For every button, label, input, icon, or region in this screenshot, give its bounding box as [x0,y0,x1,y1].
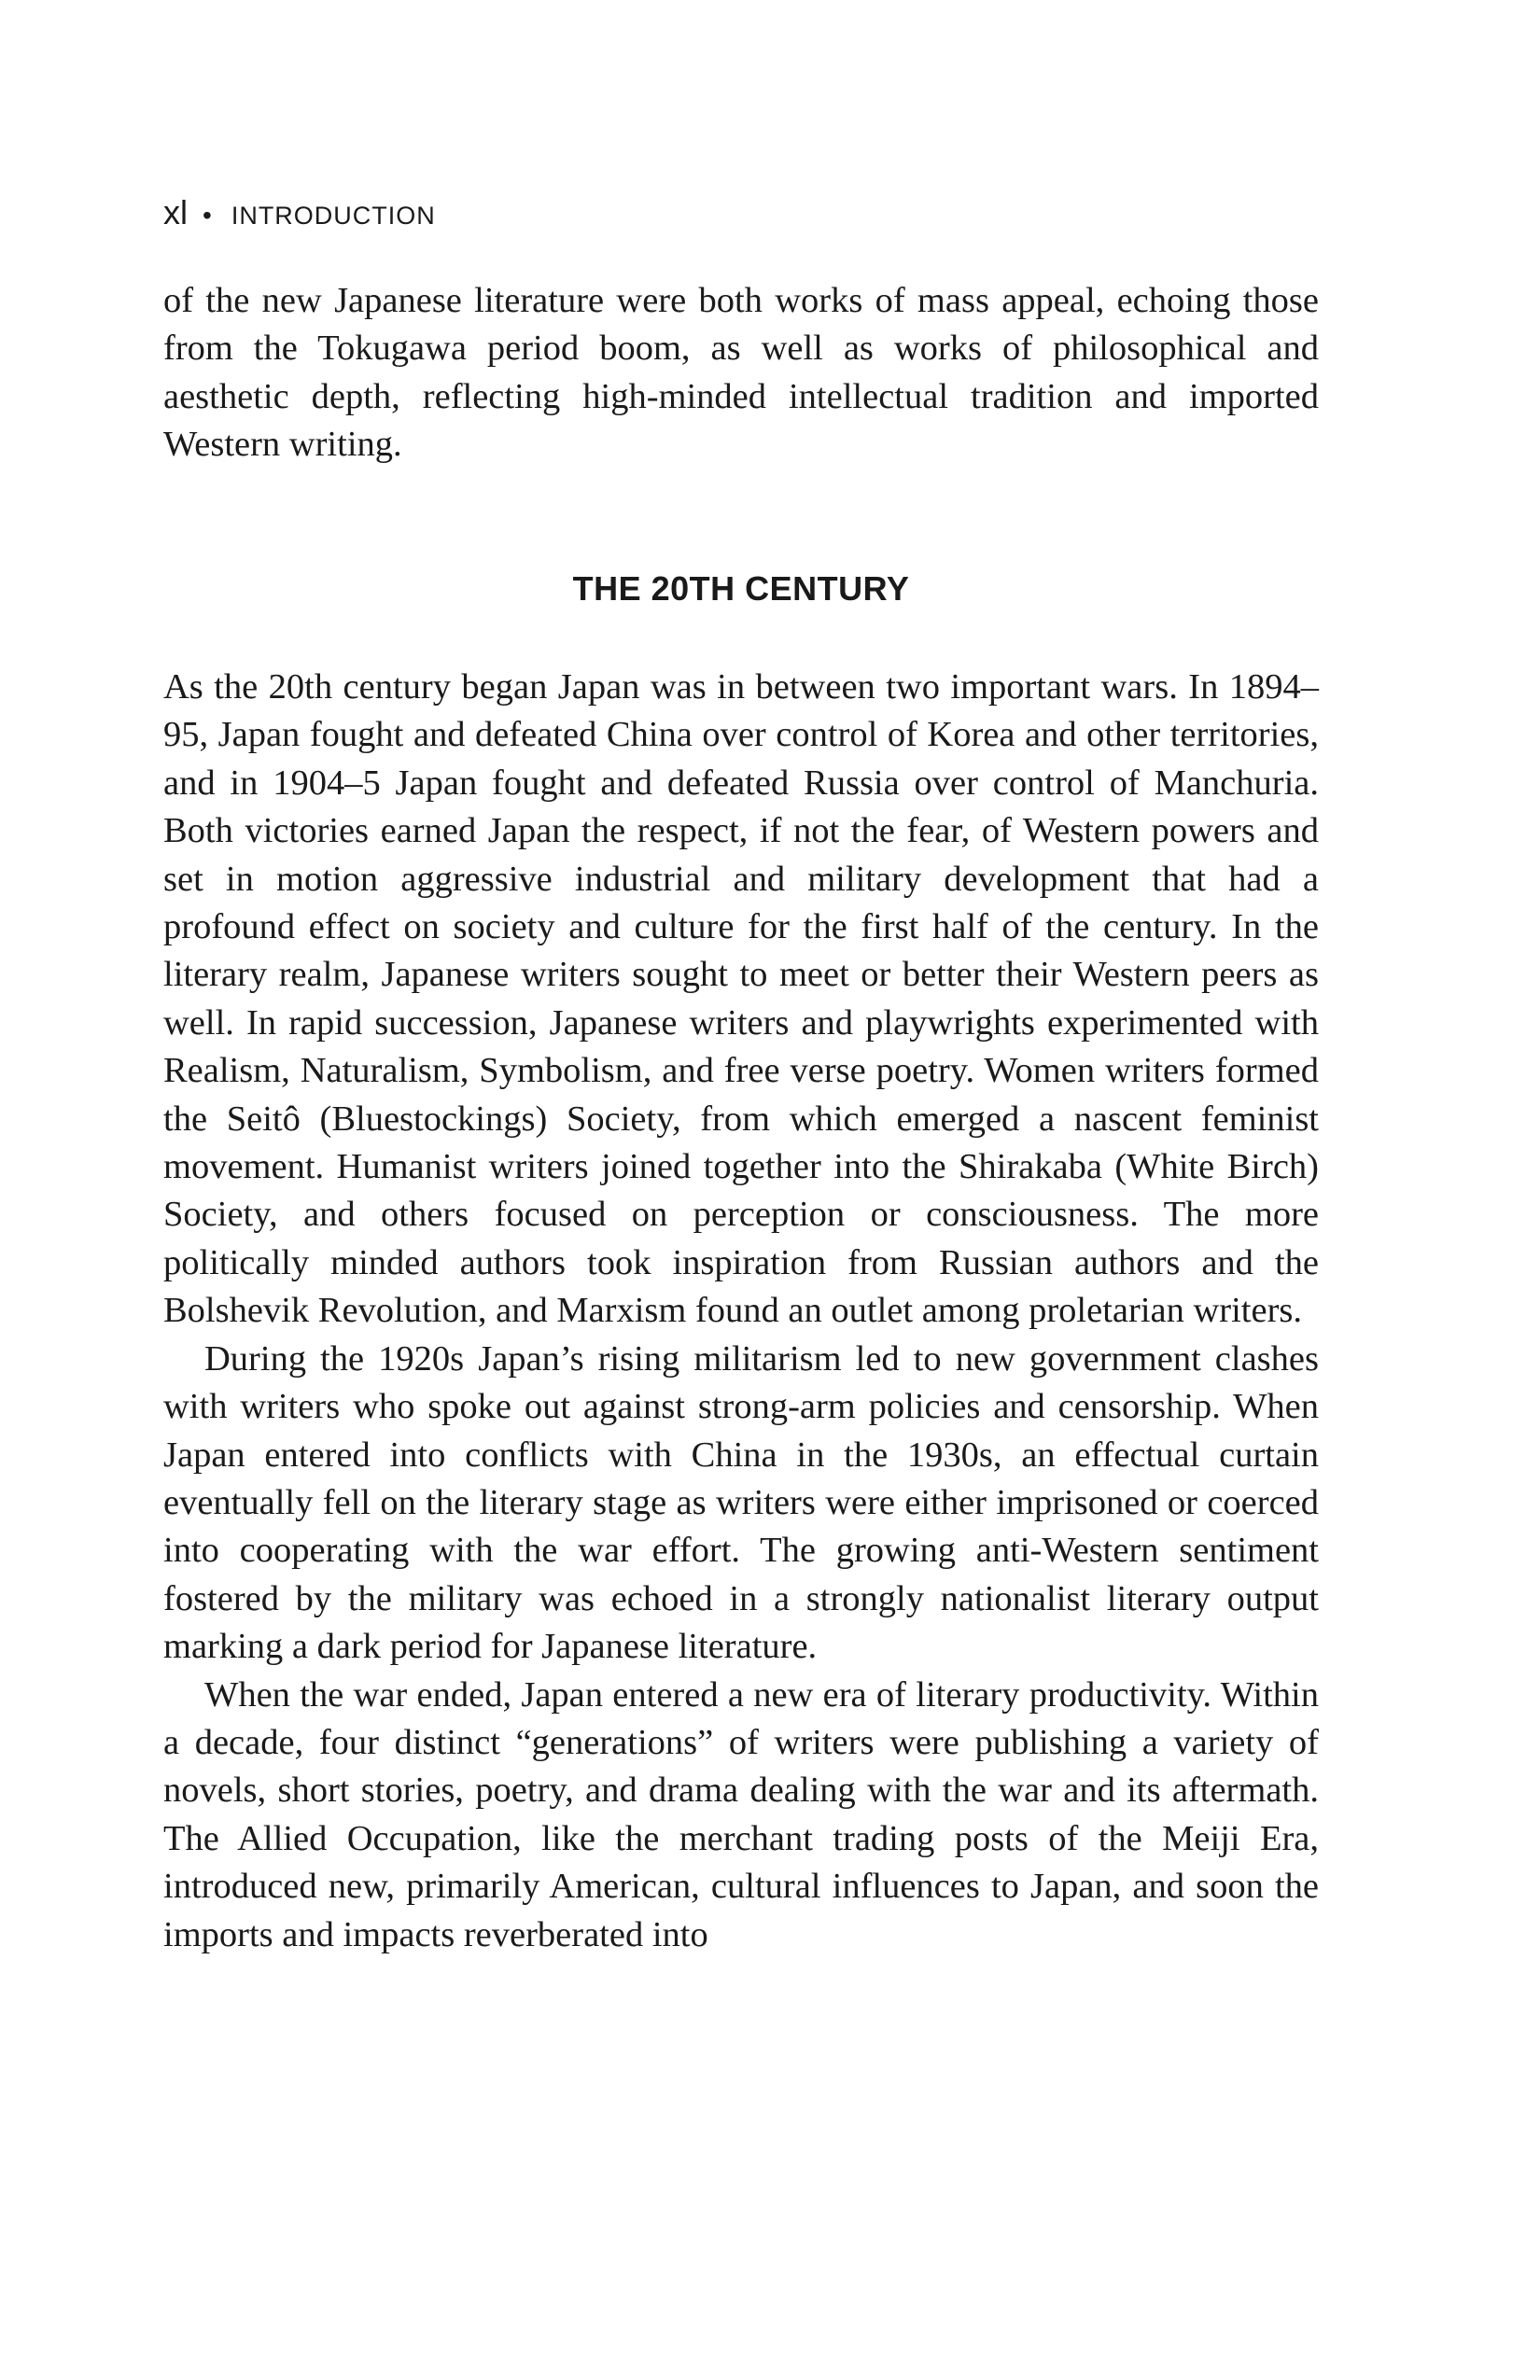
body-paragraph-3: When the war ended, Japan entered a new era of literary productivity. Within a decade, four distinct “generations” of writers were publishing a variety of novels, short stories, poetry, and drama dealing with the war and its aftermath. The Allied Occupation, like the merchant trading posts of the Meiji Era, introduced new, primarily American, cultural influences to Japan, and soon the imports and impacts reverberated into [163,1674,1319,1954]
bullet-separator: • [203,201,213,230]
continued-paragraph: of the new Japanese literature were both works of mass appeal, echoing those from the Tokugawa period boom, as well as works of philosophical and aesthetic depth, reflecting high-minded intellectual tradition and imported Western writing. [163,281,1319,465]
book-page [163,0,1319,2380]
page-number: xl [163,193,188,231]
body-paragraph-1: As the 20th century began Japan was in between two important wars. In 1894–95, Japan fought and defeated China over control of Korea and other territories, and in 1904–5 Japan fought and defeated Russia over control of Manchuria. Both victories earned Japan the respect, if not the fear, of Western powers and set in motion aggressive industrial and military development that had a profound effect on society and culture for the first half of the century. In the literary realm, Japanese writers sought to meet or better their Western peers as well. In rapid succession, Japanese writers and playwrights experimented with Realism, Naturalism, Symbolism, and free verse poetry. Women writers formed the Seitô (Bluestockings) Society, from which emerged a nascent feminist movement. Humanist writers joined together into the Shirakaba (White Birch) Society, and others focused on perception or consciousness. The more politically minded authors took inspiration from Russian authors and the Bolshevik Revolution, and Marxism found an outlet among proletarian writers. [163,667,1319,1331]
section-body [163,664,1319,1959]
section-heading: THE 20TH CENTURY [572,569,910,608]
running-head-section: INTRODUCTION [231,202,436,230]
body-paragraph-2: During the 1920s Japan’s rising militarism led to new government clashes with writers who spoke out against strong-arm policies and censorship. When Japan entered into conflicts with China in the 1930s, an effectual curtain eventually fell on the literary stage as writers were either imprisoned or coerced into cooperating with the war effort. The growing anti-Western sentiment fostered by the military was echoed in a strongly nationalist literary output marking a dark period for Japanese literature. [163,1338,1319,1667]
running-head [163,194,436,234]
